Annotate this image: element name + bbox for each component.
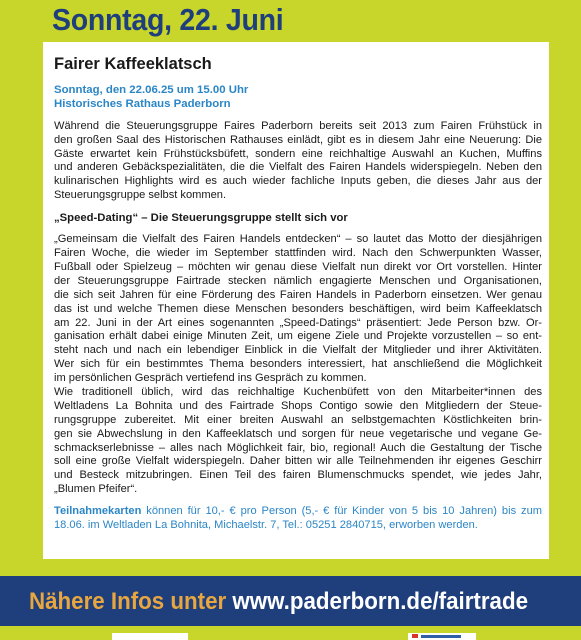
intro-line: und anderen Gebäckspezialitäten, die die Vielfalt des Fairen Handels widerspiegeln. Neben den	[54, 161, 542, 174]
event-location: Historisches Rathaus Paderborn	[54, 98, 231, 111]
logo-mark-icon	[412, 634, 418, 638]
body-line: schmackserlebnisse – alles nach Möglichkeit fair, bio, regional! Auch die Gestaltung der Tische	[54, 441, 542, 454]
body-line: gen sie Abwechslung in den Kaffeeklatsch und sorgen für neue vegetarische und vegane Ge-	[54, 427, 542, 440]
tickets-line	[54, 505, 542, 519]
body-line: Wer sich für ein bestimmtes Thema besonders interessiert, hat anschließend die Möglichkeit	[54, 358, 542, 371]
body-line: soll eine große Vielfalt widerspiegeln. Daher bitten wir alle Teilnehmenden ihr eigenes Geschirr	[54, 455, 542, 468]
body-line: Fairen Woche, die wieder im September stattfinden wird. Nach den Schwerpunkten Wasser,	[54, 247, 542, 260]
event-meta	[54, 83, 549, 112]
body-line: Fußball oder Spielzeug – möchten wir genau diese Vielfalt nun direkt vor Ort vorstellen. Hinter	[54, 260, 542, 273]
intro-line: Steuerungsgruppe selbst kommen.	[54, 189, 227, 202]
body-line: steht nach und nach ein lebendiger Einblick in die Vielfalt der Mitglieder und ihrer Aktivitäten.	[54, 344, 542, 357]
body-line: das ist und welche Themen diese Menschen besonders beschäftigen, wird beim Kaffeeklatsch	[54, 302, 542, 315]
partner-logo-right	[408, 633, 476, 640]
tickets-label: Teilnahmekarten	[54, 505, 142, 518]
body-line: ganisation erhält dabei einige Minuten Zeit, um eigene Ziele und Projekte vorzustellen – so ent-	[54, 330, 542, 343]
intro-line: den großen Saal des Historischen Rathauses einlädt, gibt es in diesem Jahr eine Neuerung: Die	[54, 133, 542, 146]
bottom-strip	[0, 626, 581, 640]
info-url-link[interactable]: www.paderborn.de/fairtrade	[232, 588, 529, 615]
body-line: die sich seit Jahren für eine Förderung des Fairen Handels in Paderborn einsetzen. Wer genau	[54, 288, 542, 301]
speed-dating-paragraph	[54, 233, 542, 497]
date-heading: Sonntag, 22. Juni	[52, 2, 284, 37]
tickets-info	[54, 505, 542, 533]
intro-line: Gäste erwartet kein Frühstücksbüfett, sondern eine reichhaltige Auswahl an Kuchen, Muffins	[54, 147, 542, 160]
body-line: „Blumen Pfeifer“.	[54, 483, 138, 496]
body-line: im persönlichen Gespräch vertiefend ins Gespräch zu kommen.	[54, 372, 367, 385]
info-label: Nähere Infos unter	[29, 588, 227, 615]
tickets-line: 18.06. im Weltladen La Bohnita, Michaelstr. 7, Tel.: 05251 2840715, erworben werden.	[54, 518, 478, 531]
info-text	[29, 588, 528, 616]
body-line: Weltladens La Bohnita und des Fairtrade Shops Contigo sowie den Mitgliedern der Steue-	[54, 399, 542, 412]
intro-line: kulinarischen Highlights wird es auch wieder fachliche Inputs geben, die dieses Jahr aus der	[54, 175, 542, 188]
logo-wordmark-icon	[421, 635, 461, 638]
partner-logo-left	[112, 633, 188, 640]
tickets-price-text: können für 10,- € pro Person (5,- € für Kinder von 5 bis 10 Jahren) bis zum	[141, 505, 542, 518]
body-line: rungsgruppe zubereitet. Mit einer breiten Auswahl an selbstgemachten Köstlichkeiten brin-	[54, 413, 542, 426]
info-bar	[0, 576, 581, 626]
body-line: „Gemeinsam die Vielfalt des Fairen Handels entdecken“ – so lautet das Motto der diesjährigen	[54, 233, 542, 246]
event-card	[43, 42, 549, 559]
section-subheading: „Speed-Dating“ – Die Steuerungsgruppe stellt sich vor	[54, 212, 348, 225]
body-line: Wie traditionell üblich, wird das reichhaltige Kuchenbüfett von den Mitarbeiter*innen des	[54, 385, 542, 398]
intro-line: Während die Steuerungsgruppe Faires Paderborn bereits seit 2013 zum Fairen Frühstück in	[54, 119, 542, 132]
body-line: am 22. Juni in der Art eines sogenannten „Speed-Datings“ präsentiert: Jede Person bzw. Or-	[54, 316, 542, 329]
event-datetime: Sonntag, den 22.06.25 um 15.00 Uhr	[54, 84, 249, 96]
body-line: und Besteck mitzubringen. Einen Teil des fairen Blumenschmucks spendet, wie jedes Jahr,	[54, 469, 542, 482]
event-title: Fairer Kaffeeklatsch	[54, 55, 212, 73]
intro-paragraph	[54, 120, 542, 203]
body-line: der Steuerungsgruppe Fairtrade stecken nämlich engagierte Menschen und Organisationen,	[54, 274, 542, 287]
